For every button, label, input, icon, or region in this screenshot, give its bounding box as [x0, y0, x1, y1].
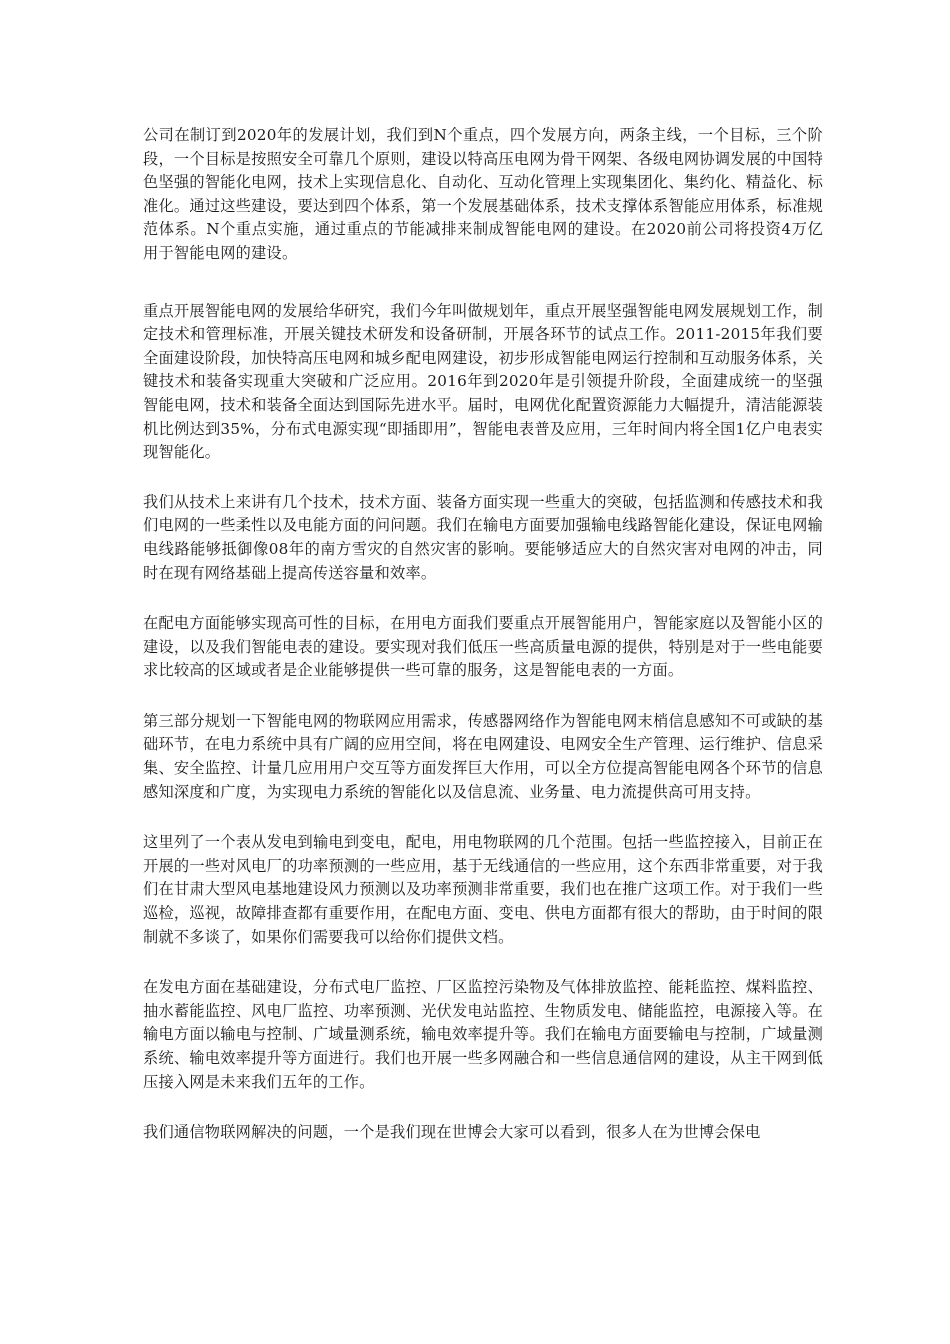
paragraph-plan-2020: 公司在制订到2020年的发展计划，我们到N个重点，四个发展方向，两条主线，一个目标，三个阶段，一个目标是按照安全可靠几个原则，建设以特高压电网为骨干网架、各级电网协调发展的中国特色坚强的智能化电网，技术上实现信息化、自动化、互动化管理上实现集团化、集约化、精益化、标准化。通过这些建设，要达到四个体系，第一个发展基础体系，技术支撑体系智能应用体系，标准规范体系。N个重点实施，通过重点的节能减排来制成智能电网的建设。在2020前公司将投资4万亿用于智能电网的建设。: [143, 126, 823, 262]
document-body: [143, 124, 823, 1172]
paragraph-iot-scope: 这里列了一个表从发电到输电到变电，配电，用电物联网的几个范围。包括一些监控接入，目前正在开展的一些对风电厂的功率预测的一些应用，基于无线通信的一些应用，这个东西非常重要，对于我们在甘肃大型风电基地建设风力预测以及功率预测非常重要，我们也在推广这项工作。对于我们一些巡检，巡视，故障排查都有重要作用，在配电方面、变电、供电方面都有很大的帮助，由于时间的限制就不多谈了，如果你们需要我可以给你们提供文档。: [143, 833, 823, 946]
paragraph-iot-requirements: 第三部分规划一下智能电网的物联网应用需求，传感器网络作为智能电网末梢信息感知不可或缺的基础环节，在电力系统中具有广阔的应用空间，将在电网建设、电网安全生产管理、运行维护、信息采集、安全监控、计量几应用用户交互等方面发挥巨大作用，可以全方位提高智能电网各个环节的信息感知深度和广度，为实现电力系统的智能化以及信息流、业务量、电力流提供高可用支持。: [143, 711, 823, 801]
paragraph-planning-stages: 重点开展智能电网的发展给华研究，我们今年叫做规划年，重点开展坚强智能电网发展规划工作，制定技术和管理标准，开展关键技术研发和设备研制，开展各环节的试点工作。2011-2015年我们要全面建设阶段，加快特高压电网和城乡配电网建设，初步形成智能电网运行控制和互动服务体系，关键技术和装备实现重大突破和广泛应用。2016年到2020年是引领提升阶段，全面建成统一的坚强智能电网，技术和装备全面达到国际先进水平。届时，电网优化配置资源能力大幅提升，清洁能源装机比例达到35%，分布式电源实现“即插即用”，智能电表普及应用，三年时间内将全国1亿户电表实现智能化。: [143, 301, 823, 462]
paragraph-technology: 我们从技术上来讲有几个技术，技术方面、装备方面实现一些重大的突破，包括监测和传感技术和我们电网的一些柔性以及电能方面的问问题。我们在输电方面要加强输电线路智能化建设，保证电网输电线路能够抵御像08年的南方雪灾的自然灾害的影响。要能够适应大的自然灾害对电网的冲击，同时在现有网络基础上提高传送容量和效率。: [143, 492, 823, 582]
paragraph-generation: 在发电方面在基础建设，分布式电厂监控、厂区监控污染物及气体排放监控、能耗监控、煤料监控、抽水蓄能监控、风电厂监控、功率预测、光伏发电站监控、生物质发电、储能监控，电源接入等。在输电方面以输电与控制、广域量测系统，输电效率提升等。我们在输电方面要输电与控制，广域量测系统、输电效率提升等方面进行。我们也开展一些多网融合和一些信息通信网的建设，从主干网到低压接入网是未来我们五年的工作。: [143, 978, 823, 1091]
paragraph-distribution: 在配电方面能够实现高可性的目标，在用电方面我们要重点开展智能用户，智能家庭以及智能小区的建设，以及我们智能电表的建设。要实现对我们低压一些高质量电源的提供，特别是对于一些电能要求比较高的区域或者是企业能够提供一些可靠的服务，这是智能电表的一方面。: [143, 614, 823, 680]
paragraph-communication: 我们通信物联网解决的问题，一个是我们现在世博会大家可以看到，很多人在为世博会保电: [143, 1123, 761, 1142]
